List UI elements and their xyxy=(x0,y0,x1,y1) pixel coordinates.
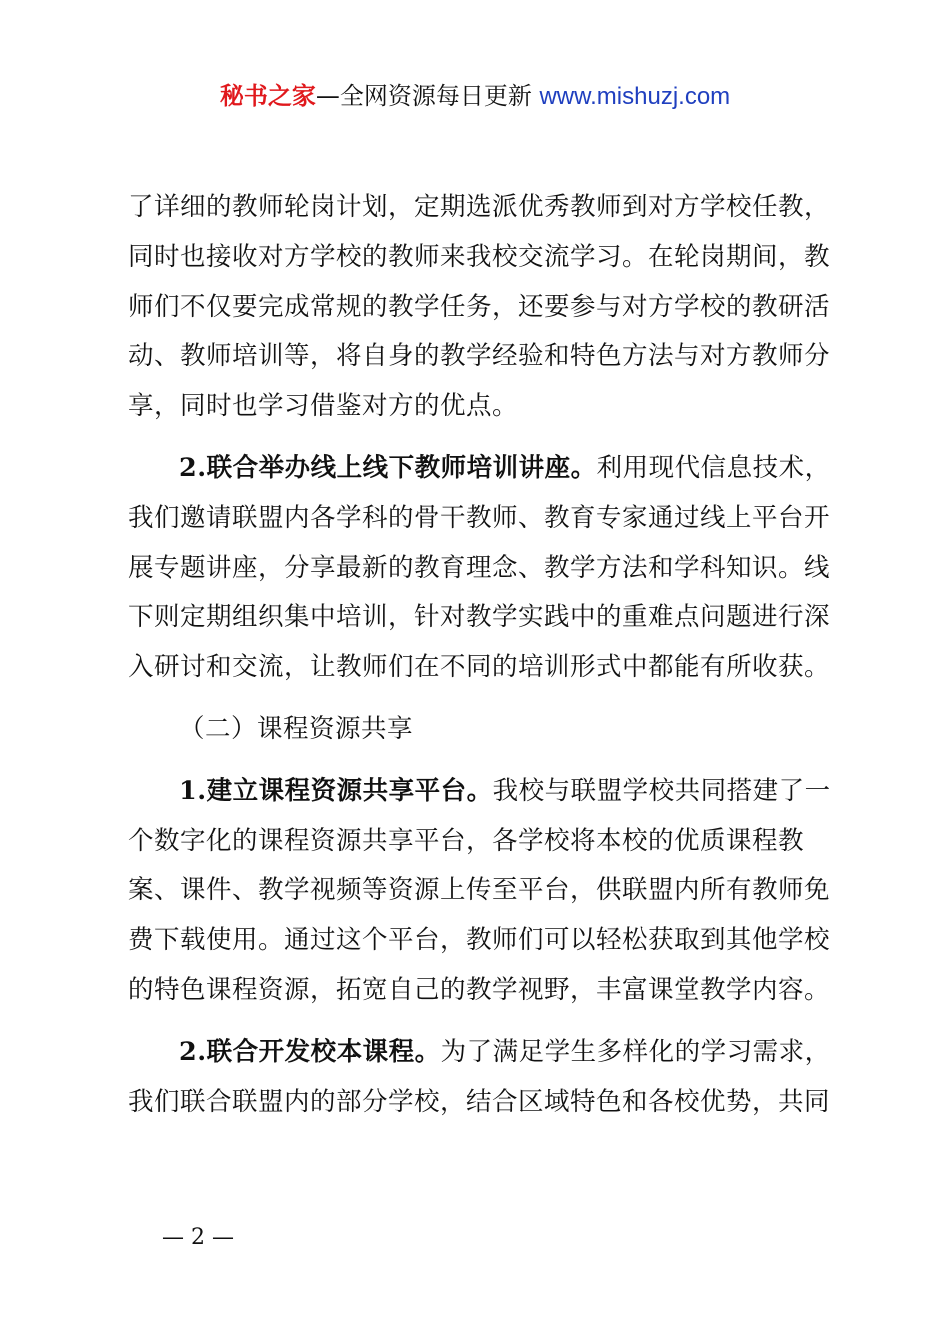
item-heading: 联合开发校本课程。 xyxy=(206,1036,441,1067)
section-heading: （二）课程资源共享 xyxy=(179,713,414,744)
page-header xyxy=(0,80,950,113)
paragraph-resource-platform xyxy=(128,767,840,1016)
item-number: 2. xyxy=(179,452,207,483)
item-number: 1. xyxy=(179,775,207,806)
item-text: 我校与联盟学校共同搭建了一个数字化的课程资源共享平台，各学校将本校的优质课程教案、课件、教学视频等资源上传至平台，供联盟内所有教师免费下载使用。通过这个平台，教师们可以轻松获取到其他学校的特色课程资源，拓宽自己的教学视野，丰富课堂教学内容。 xyxy=(128,775,831,1005)
item-text: 为了满足学生多样化的学习需求，我们联合联盟内的部分学校，结合区域特色和各校优势，共同 xyxy=(128,1036,831,1117)
item-heading: 建立课程资源共享平台。 xyxy=(206,775,493,806)
item-heading: 联合举办线上线下教师培训讲座。 xyxy=(206,452,597,483)
item-text: 利用现代信息技术，我们邀请联盟内各学科的骨干教师、教育专家通过线上平台开展专题讲座，分享最新的教育理念、教学方法和学科知识。线下则定期组织集中培训，针对教学实践中的重难点问题进行深入研讨和交流，让教师们在不同的培训形式中都能有所收获。 xyxy=(128,452,831,683)
site-url[interactable]: www.mishuzj.com xyxy=(539,83,731,110)
page-number: — 2 — xyxy=(162,1225,234,1250)
site-slogan: —全网资源每日更新 xyxy=(315,82,532,110)
paragraph-training-lectures xyxy=(128,444,840,693)
document-body xyxy=(128,183,840,1127)
paragraph-teacher-rotation: 了详细的教师轮岗计划，定期选派优秀教师到对方学校任教，同时也接收对方学校的教师来我校交流学习。在轮岗期间，教师们不仅要完成常规的教学任务，还要参与对方学校的教研活动、教师培训等，将自身的教学经验和特色方法与对方教师分享，同时也学习借鉴对方的优点。 xyxy=(128,192,831,422)
site-brand: 秘书之家 xyxy=(219,82,316,110)
item-number: 2. xyxy=(179,1036,207,1067)
paragraph-school-curriculum xyxy=(128,1028,840,1128)
